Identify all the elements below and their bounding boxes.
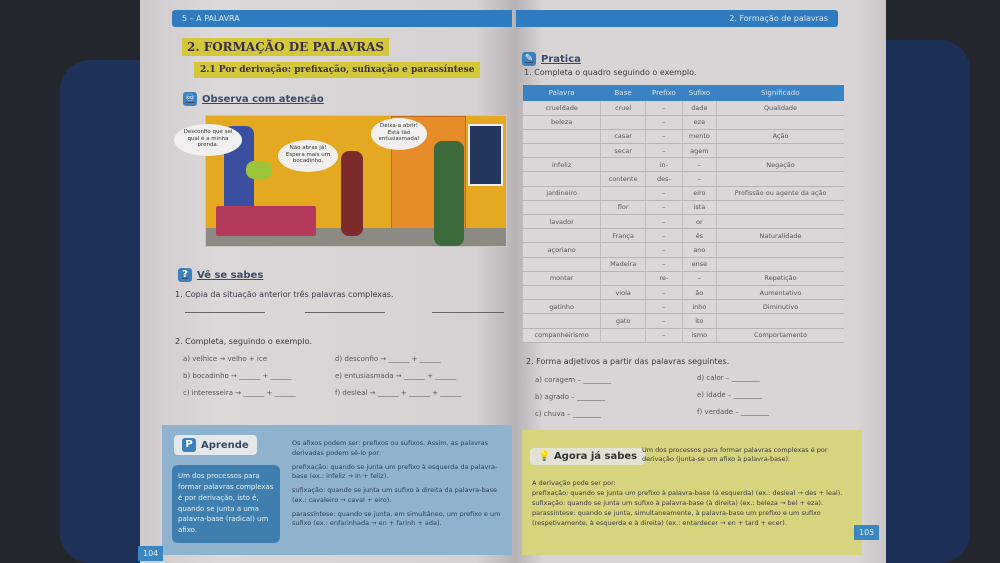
answer-line[interactable]	[432, 312, 504, 313]
table-cell: –	[682, 158, 716, 172]
answer-line[interactable]	[305, 312, 385, 313]
window	[468, 124, 503, 186]
question-2: 2. Completa, seguindo o exemplo.	[175, 337, 312, 346]
subsection-title: 2.1 Por derivação: prefixação, sufixação e parassíntese	[194, 62, 480, 78]
agora-point: prefixação: quando se junta um prefixo à palavra-base (à esquerda) (ex.: desleal → des + leal).	[532, 489, 843, 498]
table-row	[523, 200, 845, 214]
q2-item: a) velhice → velho + ice	[183, 355, 268, 363]
lightbulb-icon: 💡	[538, 451, 551, 462]
table-cell[interactable]	[523, 129, 601, 143]
table-row	[523, 172, 845, 186]
page-number-right: 105	[854, 525, 879, 540]
table-cell: Ação	[717, 129, 844, 143]
table-cell: ão	[682, 285, 716, 299]
table-header: Prefixo	[646, 85, 683, 101]
table-cell: –	[646, 229, 683, 243]
table-cell: –	[646, 186, 683, 200]
table-cell[interactable]	[523, 144, 601, 158]
q2-item: a) coragem – ________	[535, 376, 612, 384]
table-cell: Comportamento	[717, 328, 844, 342]
q2-item: c) chuva – ________	[535, 410, 601, 418]
table-cell: Madeira	[601, 257, 646, 271]
aprende-text	[292, 439, 507, 529]
pencil-icon: ✎	[522, 52, 536, 66]
table-cell: Qualidade	[717, 101, 844, 115]
table-cell[interactable]	[523, 285, 601, 299]
table-header: Significado	[717, 85, 844, 101]
pratica-label: Pratica	[541, 53, 581, 65]
binoculars-icon: ♾	[183, 92, 197, 106]
table-cell: jardineiro	[523, 186, 601, 200]
table-cell: ense	[682, 257, 716, 271]
observa-label: Observa com atenção	[202, 93, 324, 105]
aprende-box	[162, 425, 512, 555]
practice-question-2: 2. Forma adjetivos a partir das palavras seguintes.	[526, 357, 730, 366]
table-cell: gato	[601, 314, 646, 328]
speech-bubble: Deixa-a abrir! Está tão entusiasmada!	[371, 118, 427, 150]
table-cell: –	[646, 215, 683, 229]
table-row	[523, 215, 845, 229]
q2-item: b) bocadinho → ______ + ______	[183, 372, 292, 380]
aprende-definition: Um dos processos para formar palavras complexas é por derivação, isto é, quando se junta a uma palavra-base (radical) um afixo.	[172, 465, 280, 543]
table-cell[interactable]	[601, 243, 646, 257]
table-header: Palavra	[523, 85, 601, 101]
table-row	[523, 328, 845, 342]
table-cell: gatinho	[523, 300, 601, 314]
table-cell[interactable]	[523, 257, 601, 271]
table-row	[523, 158, 845, 172]
table-cell[interactable]	[717, 243, 844, 257]
q2-item: f) desleal → ______ + ______ + ______	[335, 389, 462, 397]
table-cell: montar	[523, 271, 601, 285]
table-cell: Negação	[717, 158, 844, 172]
agora-ja-sabes-box	[522, 430, 862, 555]
table-cell[interactable]	[523, 314, 601, 328]
table-cell: Profissão ou agente da ação	[717, 186, 844, 200]
table-cell[interactable]	[601, 328, 646, 342]
table-row	[523, 101, 845, 115]
page-number-left: 104	[138, 546, 163, 561]
answer-line[interactable]	[185, 312, 265, 313]
table-cell[interactable]	[523, 172, 601, 186]
aprende-intro: Os afixos podem ser: prefixos ou sufixos. Assim, as palavras derivadas podem sê-lo por:	[292, 439, 488, 457]
table-row	[523, 314, 845, 328]
table-cell: –	[646, 257, 683, 271]
table-cell: flor	[601, 200, 646, 214]
table-cell: or	[682, 215, 716, 229]
q2-item: f) verdade – ________	[697, 408, 770, 416]
q2-item: d) desconfio → ______ + ______	[335, 355, 441, 363]
table-cell[interactable]	[717, 172, 844, 186]
boy-figure	[341, 151, 363, 236]
table-cell[interactable]	[717, 115, 844, 129]
table-cell[interactable]	[601, 186, 646, 200]
table-cell: Aumentativo	[717, 285, 844, 299]
table-cell: inho	[682, 300, 716, 314]
table-row	[523, 285, 845, 299]
table-row	[523, 271, 845, 285]
table-cell: viola	[601, 285, 646, 299]
comic-illustration	[183, 115, 507, 247]
table-cell: in-	[646, 158, 683, 172]
table-cell: eza	[682, 115, 716, 129]
agora-heading	[530, 448, 645, 465]
speech-bubble: Desconfio que sei qual é a minha prenda.	[174, 124, 242, 156]
table-cell: re-	[646, 271, 683, 285]
table-cell: –	[646, 314, 683, 328]
table-cell[interactable]	[601, 115, 646, 129]
table-cell: secar	[601, 144, 646, 158]
observa-heading	[183, 92, 324, 106]
aprende-label: Aprende	[201, 439, 249, 451]
table-cell[interactable]	[717, 257, 844, 271]
chapter-header: 5 – A PALAVRA	[172, 10, 512, 27]
table-cell: Repetição	[717, 271, 844, 285]
table-cell: Diminutivo	[717, 300, 844, 314]
table-row	[523, 243, 845, 257]
table-cell[interactable]	[601, 158, 646, 172]
gifts-pile	[216, 206, 316, 236]
table-cell: Naturalidade	[717, 229, 844, 243]
section-title: 2. FORMAÇÃO DE PALAVRAS	[182, 38, 389, 56]
table-cell: –	[646, 115, 683, 129]
table-cell: infeliz	[523, 158, 601, 172]
table-cell: mento	[682, 129, 716, 143]
table-cell: –	[646, 328, 683, 342]
table-cell[interactable]	[601, 271, 646, 285]
table-cell[interactable]	[523, 229, 601, 243]
table-row	[523, 186, 845, 200]
q2-item: d) calor – ________	[697, 374, 760, 382]
agora-text	[532, 478, 857, 528]
speech-bubble: Não abras já! Espera mais um bocadinho.	[278, 140, 338, 172]
derivation-table	[522, 85, 844, 343]
man-figure	[434, 141, 464, 246]
question-icon: ?	[178, 268, 192, 282]
table-cell: crueldade	[523, 101, 601, 115]
table-cell: –	[646, 101, 683, 115]
table-cell: –	[646, 200, 683, 214]
question-1: 1. Copia da situação anterior três palavras complexas.	[175, 290, 394, 299]
table-cell: cruel	[601, 101, 646, 115]
table-row	[523, 144, 845, 158]
table-cell: beleza	[523, 115, 601, 129]
table-header: Base	[601, 85, 646, 101]
q2-item: e) idade – ________	[697, 391, 762, 399]
gift-box	[246, 161, 272, 179]
table-cell[interactable]	[717, 314, 844, 328]
agora-label: Agora já sabes	[553, 451, 638, 462]
table-cell: ês	[682, 229, 716, 243]
table-cell: ista	[682, 200, 716, 214]
ve-se-sabes-heading	[178, 268, 263, 282]
table-cell: ano	[682, 243, 716, 257]
table-header: Sufixo	[682, 85, 716, 101]
table-row	[523, 300, 845, 314]
table-cell: –	[682, 172, 716, 186]
table-cell[interactable]	[717, 215, 844, 229]
table-cell[interactable]	[523, 200, 601, 214]
agora-point: parassíntese: quando se junta, simultaneamente, à palavra-base um prefixo e um sufixo (respetivamente, à esquerda e à direita) (ex.: entardecer → en + tard + ecer).	[532, 509, 821, 528]
table-cell[interactable]	[717, 144, 844, 158]
table-row	[523, 129, 845, 143]
lightbulb-icon: P	[182, 438, 196, 452]
q2-item: b) agrado – ________	[535, 393, 605, 401]
table-cell: –	[646, 243, 683, 257]
table-cell: ito	[682, 314, 716, 328]
agora-intro: Um dos processos para formar palavras complexas é por derivação (junta-se um afixo à palavra-base).	[642, 446, 828, 464]
q2-item: c) interesseira → ______ + ______	[183, 389, 296, 397]
aprende-point: parassíntese: quando se junta, em simultâneo, um prefixo e um sufixo (ex.: enfarinhada → en + farinh + ada).	[292, 509, 501, 528]
table-cell: –	[682, 271, 716, 285]
table-row	[523, 229, 845, 243]
table-cell: casar	[601, 129, 646, 143]
table-cell: –	[646, 129, 683, 143]
table-row	[523, 257, 845, 271]
table-cell: ismo	[682, 328, 716, 342]
table-cell[interactable]	[601, 215, 646, 229]
table-cell: contente	[601, 172, 646, 186]
agora-point: sufixação: quando se junta um sufixo à palavra-base (à direita) (ex.: beleza → bel + eza).	[532, 499, 823, 508]
agora-sub: A derivação pode ser por:	[532, 479, 616, 487]
table-cell: açoriano	[523, 243, 601, 257]
pratica-heading	[522, 52, 581, 66]
table-cell: –	[646, 285, 683, 299]
table-cell: lavador	[523, 215, 601, 229]
aprende-point: sufixação: quando se junta um sufixo à direita da palavra-base (ex.: cavaleiro → caval + eiro).	[292, 486, 497, 504]
table-cell: eiro	[682, 186, 716, 200]
practice-question-1: 1. Completa o quadro seguindo o exemplo.	[524, 68, 697, 77]
table-cell[interactable]	[601, 300, 646, 314]
aprende-point: prefixação: quando se junta um prefixo à esquerda da palavra-base (ex.: infeliz → in + feliz).	[292, 462, 498, 481]
section-header: 2. Formação de palavras	[516, 10, 838, 27]
table-cell: –	[646, 144, 683, 158]
table-cell: França	[601, 229, 646, 243]
table-cell: companheirismo	[523, 328, 601, 342]
aprende-heading	[174, 435, 257, 455]
ve-se-sabes-label: Vê se sabes	[197, 269, 264, 281]
q2-item: e) entusiasmada → ______ + ______	[335, 372, 457, 380]
table-cell[interactable]	[717, 200, 844, 214]
table-cell: dade	[682, 101, 716, 115]
table-cell: –	[646, 300, 683, 314]
table-cell: des-	[646, 172, 683, 186]
table-cell: agem	[682, 144, 716, 158]
table-row	[523, 115, 845, 129]
